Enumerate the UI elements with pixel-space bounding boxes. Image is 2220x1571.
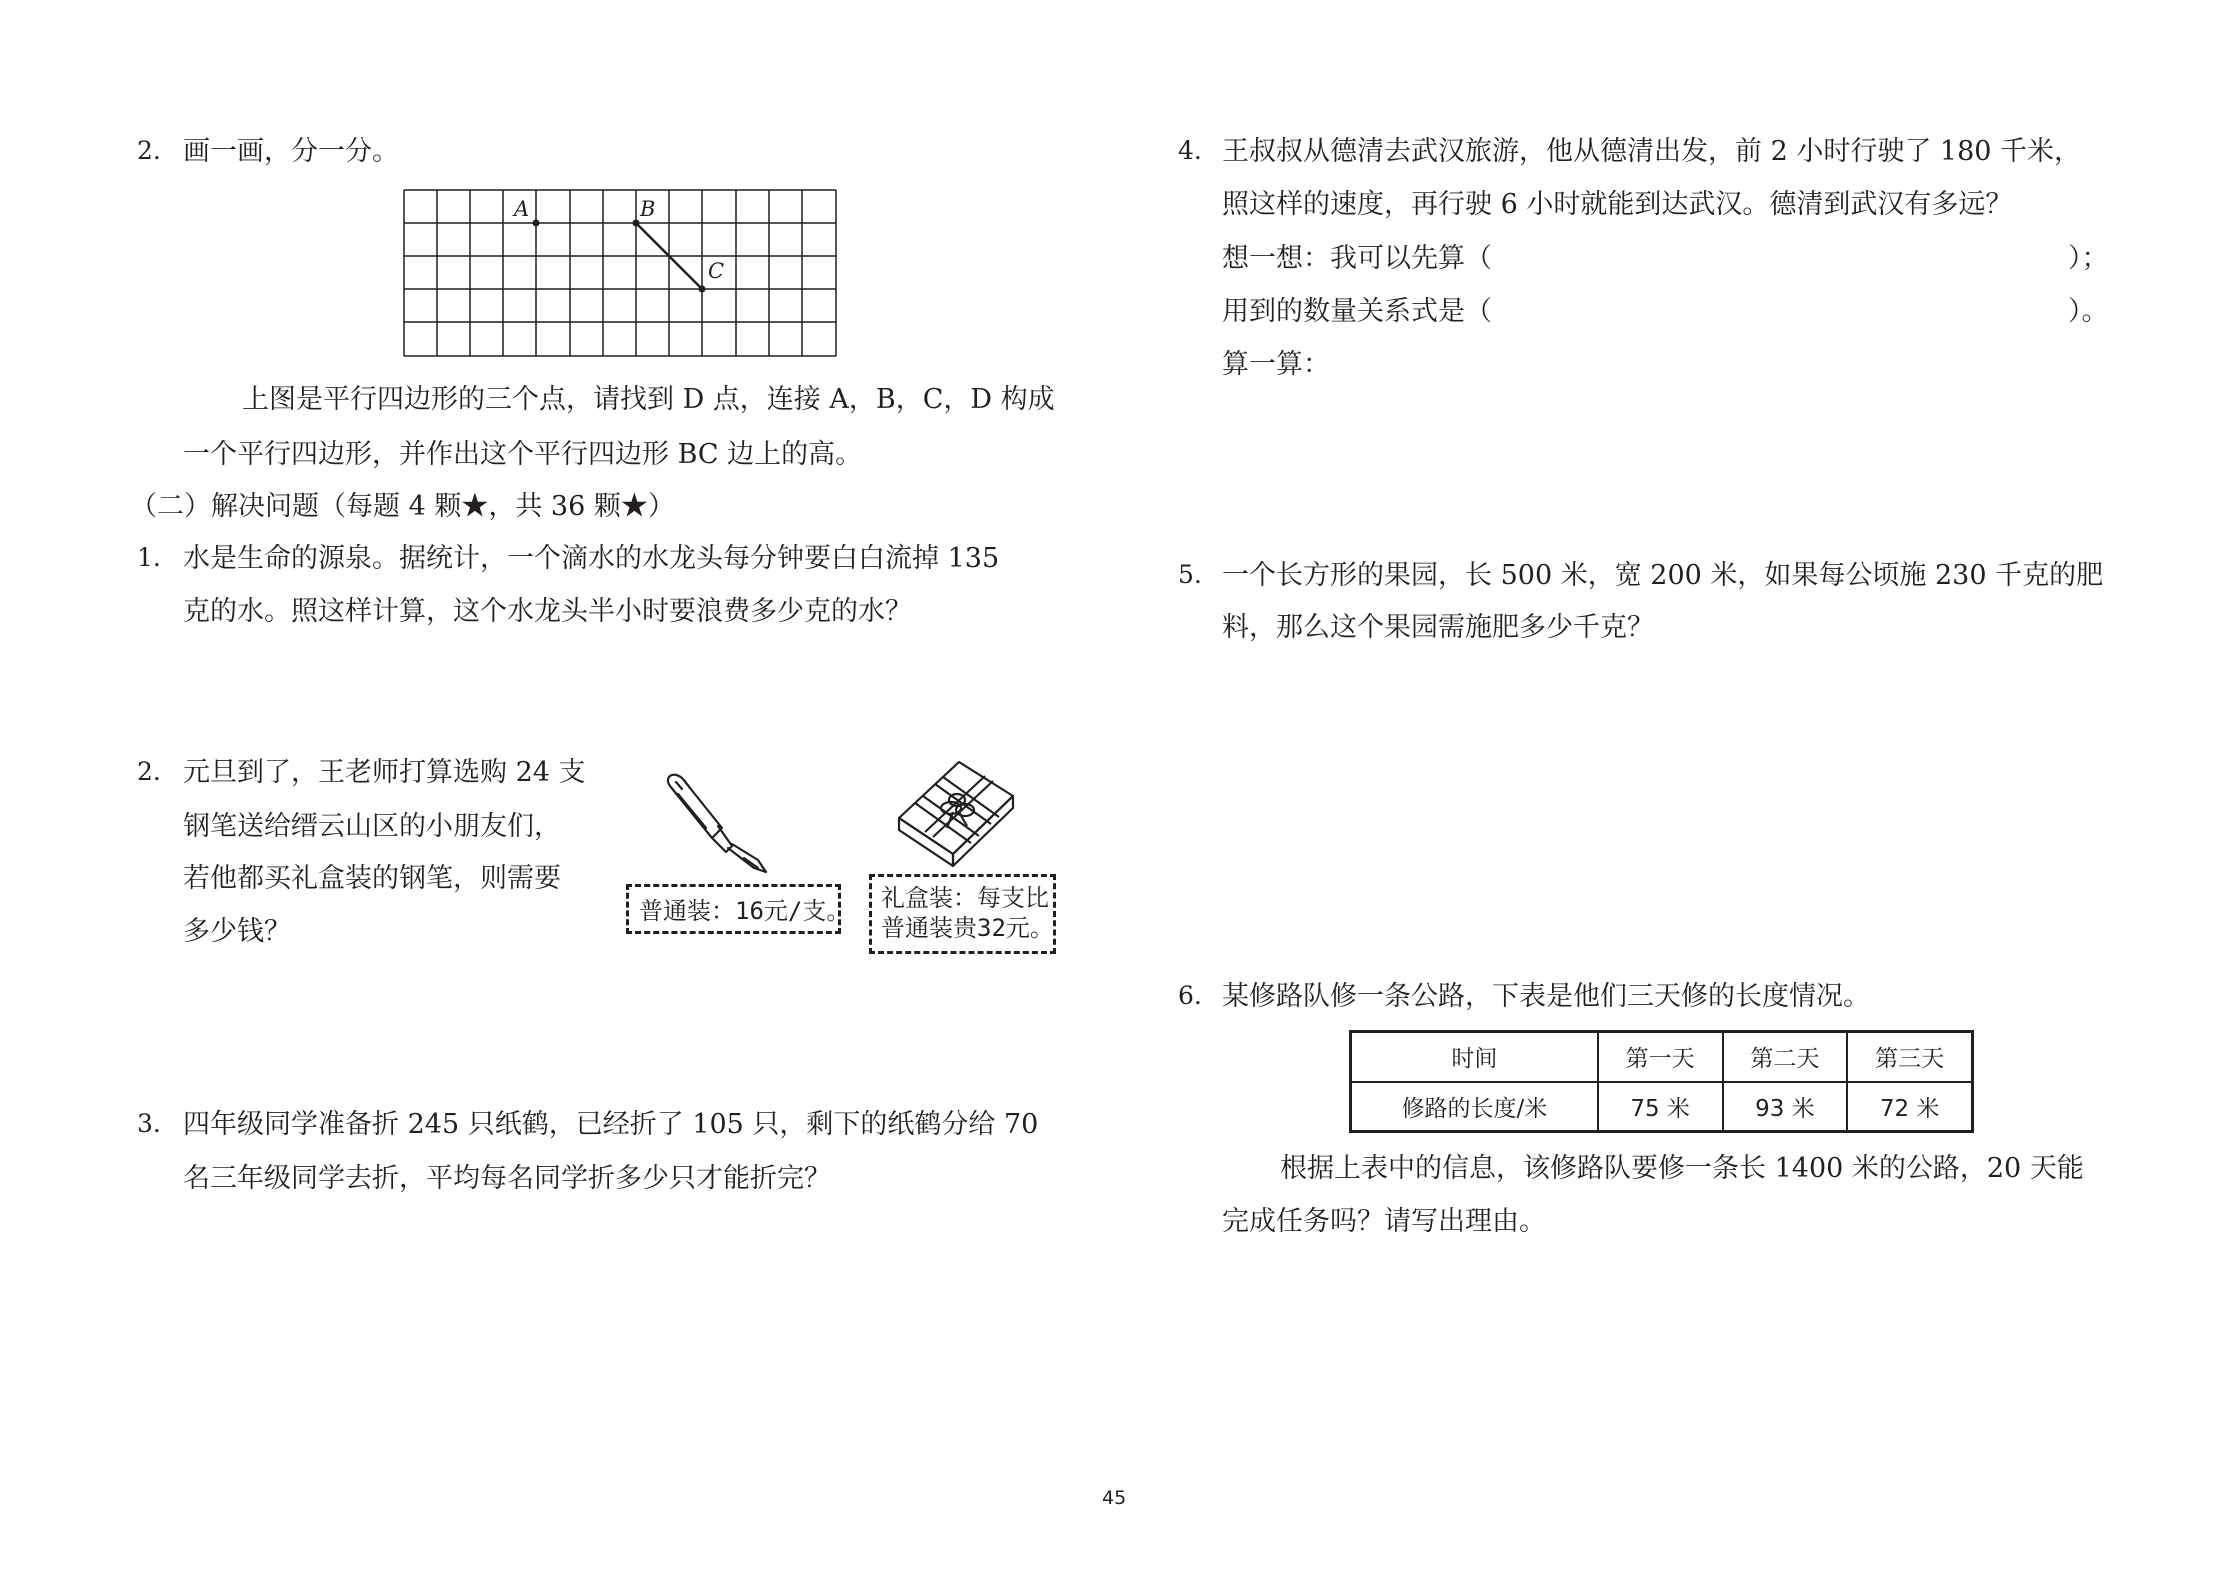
question-text: 多少钱？ xyxy=(183,916,291,947)
question-text: 根据上表中的信息，该修路队要修一条长 1400 米的公路，20 天能 xyxy=(1280,1153,2084,1184)
gift-pack-text-line1: 礼盒装：每支比 xyxy=(881,884,1049,912)
road-length-table xyxy=(1349,1030,1974,1133)
question-text: 水是生命的源泉。据统计，一个滴水的水龙头每分钟要白白流掉 135 xyxy=(183,543,1000,574)
question-text: 克的水。照这样计算，这个水龙头半小时要浪费多少克的水？ xyxy=(183,596,912,627)
table-cell: 75 米 xyxy=(1598,1082,1723,1132)
think-label: 想一想：我可以先算（ xyxy=(1222,243,1492,274)
question-title: 画一画，分一分。 xyxy=(183,136,399,167)
table-header-cell: 第一天 xyxy=(1598,1032,1723,1082)
table-header-row xyxy=(1351,1032,1973,1082)
question-number: 2. xyxy=(137,757,161,786)
gift-box-icon xyxy=(895,758,1017,868)
question-text: 上图是平行四边形的三个点，请找到 D 点，连接 A，B，C，D 构成 xyxy=(242,384,1055,415)
question-number: 2. xyxy=(137,136,161,165)
question-text: 钢笔送给缙云山区的小朋友们， xyxy=(183,811,561,842)
table-cell: 72 米 xyxy=(1847,1082,1972,1132)
think-close: ）； xyxy=(2068,243,2109,274)
table-header-cell: 第三天 xyxy=(1847,1032,1972,1082)
question-text: 元旦到了，王老师打算选购 24 支 xyxy=(183,757,586,788)
point-a-dot xyxy=(533,220,540,227)
question-text: 料，那么这个果园需施肥多少千克？ xyxy=(1222,612,1654,643)
pen-icon xyxy=(662,772,770,874)
question-number: 3. xyxy=(137,1109,161,1138)
table-header-cell: 第二天 xyxy=(1723,1032,1848,1082)
question-number: 5. xyxy=(1178,560,1202,589)
normal-pack-text: 普通装：16元/支。 xyxy=(639,897,851,925)
question-text: 某修路队修一条公路，下表是他们三天修的长度情况。 xyxy=(1222,981,1870,1012)
calc-label: 算一算： xyxy=(1222,349,1330,380)
question-text: 若他都买礼盒装的钢笔，则需要 xyxy=(183,863,561,894)
question-text: 四年级同学准备折 245 只纸鹤，已经折了 105 只，剩下的纸鹤分给 70 xyxy=(183,1109,1039,1140)
point-b-label: B xyxy=(640,197,656,221)
point-grid xyxy=(402,188,842,366)
question-text: 名三年级同学去折，平均每名同学折多少只才能折完？ xyxy=(183,1163,831,1194)
point-a-label: A xyxy=(514,197,530,221)
question-text: 完成任务吗？请写出理由。 xyxy=(1222,1206,1546,1237)
table-header-cell: 时间 xyxy=(1351,1032,1598,1082)
question-number: 4. xyxy=(1178,136,1202,165)
page-number: 45 xyxy=(1102,1487,1127,1509)
question-text: 一个平行四边形，并作出这个平行四边形 BC 边上的高。 xyxy=(183,439,863,470)
normal-pack-label xyxy=(626,884,851,934)
table-row xyxy=(1351,1082,1973,1132)
section-header: （二）解决问题（每题 4 颗★，共 36 颗★） xyxy=(130,491,675,522)
table-cell: 修路的长度/米 xyxy=(1351,1082,1598,1132)
question-number: 6. xyxy=(1178,981,1202,1010)
gift-pack-text-line2: 普通装贵32元。 xyxy=(881,914,1054,942)
point-c-label: C xyxy=(708,259,725,283)
point-b-dot xyxy=(633,220,640,227)
relation-label: 用到的数量关系式是（ xyxy=(1222,296,1492,327)
table-cell: 93 米 xyxy=(1723,1082,1848,1132)
relation-close: ）。 xyxy=(2068,296,2109,327)
question-number: 1. xyxy=(137,543,161,572)
question-text: 照这样的速度，再行驶 6 小时就能到达武汉。德清到武汉有多远？ xyxy=(1222,189,2013,220)
question-text: 王叔叔从德清去武汉旅游，他从德清出发，前 2 小时行驶了 180 千米， xyxy=(1222,136,2082,167)
point-c-dot xyxy=(699,286,706,293)
question-text: 一个长方形的果园，长 500 米，宽 200 米，如果每公顷施 230 千克的肥 xyxy=(1222,560,2104,591)
gift-pack-label xyxy=(869,874,1056,954)
